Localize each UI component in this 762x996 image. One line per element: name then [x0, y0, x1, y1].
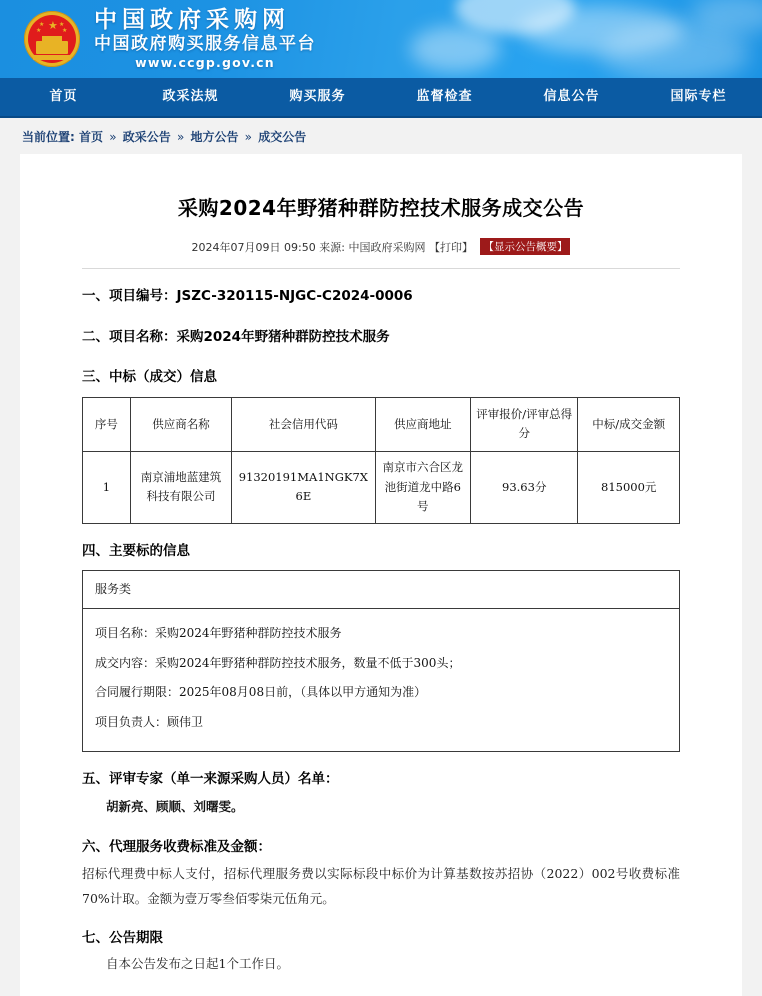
meta-divider	[82, 268, 680, 269]
section-award-info-heading: 三、中标（成交）信息	[82, 369, 217, 386]
breadcrumb-prefix: 当前位置:	[22, 130, 75, 144]
breadcrumb-item-home[interactable]: 首页	[79, 130, 104, 144]
section-agency-fee-heading: 六、代理服务收费标准及金额：	[82, 839, 271, 856]
subject-line-project-manager: 项目负责人：顾伟卫	[95, 714, 204, 729]
show-summary-button[interactable]: 【显示公告概要】	[480, 238, 570, 255]
cell-index: 1	[83, 452, 131, 524]
cell-credit-code: 91320191MA1NGK7X6E	[232, 452, 375, 524]
subject-line-contract-term: 合同履行期限：2025年08月08日前，（具体以甲方通知为准）	[95, 685, 427, 700]
site-brand[interactable]	[94, 6, 316, 70]
agency-fee-text: 招标代理费中标人支付，招标代理服务费以实际标段中标价为计算基数按苏招协（2022）002号收费标准70%计取。金额为壹万零叁佰零柒元伍角元。	[82, 865, 680, 906]
page-title: 采购2024年野猪种群防控技术服务成交公告	[177, 196, 585, 220]
cell-score: 93.63分	[471, 452, 578, 524]
table-row	[83, 609, 680, 752]
print-button[interactable]: 【打印】	[428, 241, 473, 254]
review-experts-names: 胡新亮、顾顺、刘曙雯。	[106, 798, 244, 814]
cell-subject-details	[83, 609, 680, 752]
main-navigation	[0, 78, 762, 118]
section-project-number: 一、项目编号：JSZC-320115-NJGC-C2024-0006	[82, 288, 413, 304]
breadcrumb-bar	[0, 118, 762, 154]
cell-address: 南京市六合区龙池街道龙中路6号	[375, 452, 471, 524]
breadcrumb-separator: »	[244, 130, 253, 144]
breadcrumb-separator: »	[176, 130, 185, 144]
subject-info-table	[82, 570, 680, 752]
breadcrumb	[22, 128, 762, 145]
source-name: 中国政府采购网	[348, 241, 426, 254]
column-header-supplier: 供应商名称	[130, 397, 231, 451]
column-header-amount: 中标/成交金额	[578, 397, 680, 451]
cell-supplier: 南京浦地蓝建筑科技有限公司	[130, 452, 231, 524]
table-header-row	[83, 397, 680, 451]
table-row	[83, 571, 680, 609]
breadcrumb-item-procurement-notice[interactable]: 政采公告	[122, 130, 171, 144]
column-header-credit-code: 社会信用代码	[232, 397, 375, 451]
nav-item-services[interactable]: 购买服务	[289, 89, 346, 104]
article-panel	[20, 154, 742, 996]
site-header-banner	[0, 0, 762, 78]
notice-period-text: 自本公告发布之日起1个工作日。	[106, 956, 289, 972]
breadcrumb-item-award-notice[interactable]: 成交公告	[258, 130, 307, 144]
cell-amount: 815000元	[578, 452, 680, 524]
nav-item-notices[interactable]: 信息公告	[543, 89, 600, 104]
nav-item-supervision[interactable]: 监督检查	[416, 89, 473, 104]
article-meta	[20, 238, 742, 255]
column-header-address: 供应商地址	[375, 397, 471, 451]
source-label: 来源:	[319, 241, 345, 254]
table-row	[83, 452, 680, 524]
breadcrumb-item-local-notice[interactable]: 地方公告	[190, 130, 239, 144]
cell-category: 服务类	[83, 571, 680, 609]
subject-line-award-content: 成交内容：采购2024年野猪种群防控技术服务，数量不低于300头；	[95, 655, 461, 670]
nav-item-home[interactable]: 首页	[49, 89, 78, 104]
publish-date: 2024年07月09日 09:50	[191, 241, 316, 254]
breadcrumb-separator: »	[109, 130, 117, 144]
column-header-index: 序号	[83, 397, 131, 451]
subject-line-project-name: 项目名称：采购2024年野猪种群防控技术服务	[95, 626, 342, 641]
section-notice-period-heading: 七、公告期限	[82, 929, 163, 946]
nav-item-international[interactable]: 国际专栏	[670, 89, 727, 104]
column-header-score: 评审报价/评审总得分	[471, 397, 578, 451]
site-url: www.ccgp.gov.cn	[135, 54, 275, 70]
china-national-emblem-icon: ★ ★ ★ ★ ★	[24, 11, 80, 67]
section-project-name: 二、项目名称：采购2024年野猪种群防控技术服务	[82, 328, 390, 345]
nav-item-regulations[interactable]: 政采法规	[162, 89, 219, 104]
section-review-experts-heading: 五、评审专家（单一来源采购人员）名单：	[82, 771, 339, 788]
section-subject-info-heading: 四、主要标的信息	[82, 542, 190, 559]
article-body	[20, 284, 742, 976]
award-result-table	[82, 397, 680, 524]
site-title-secondary: 中国政府购买服务信息平台	[94, 33, 316, 54]
site-title-primary: 中国政府采购网	[94, 6, 290, 33]
